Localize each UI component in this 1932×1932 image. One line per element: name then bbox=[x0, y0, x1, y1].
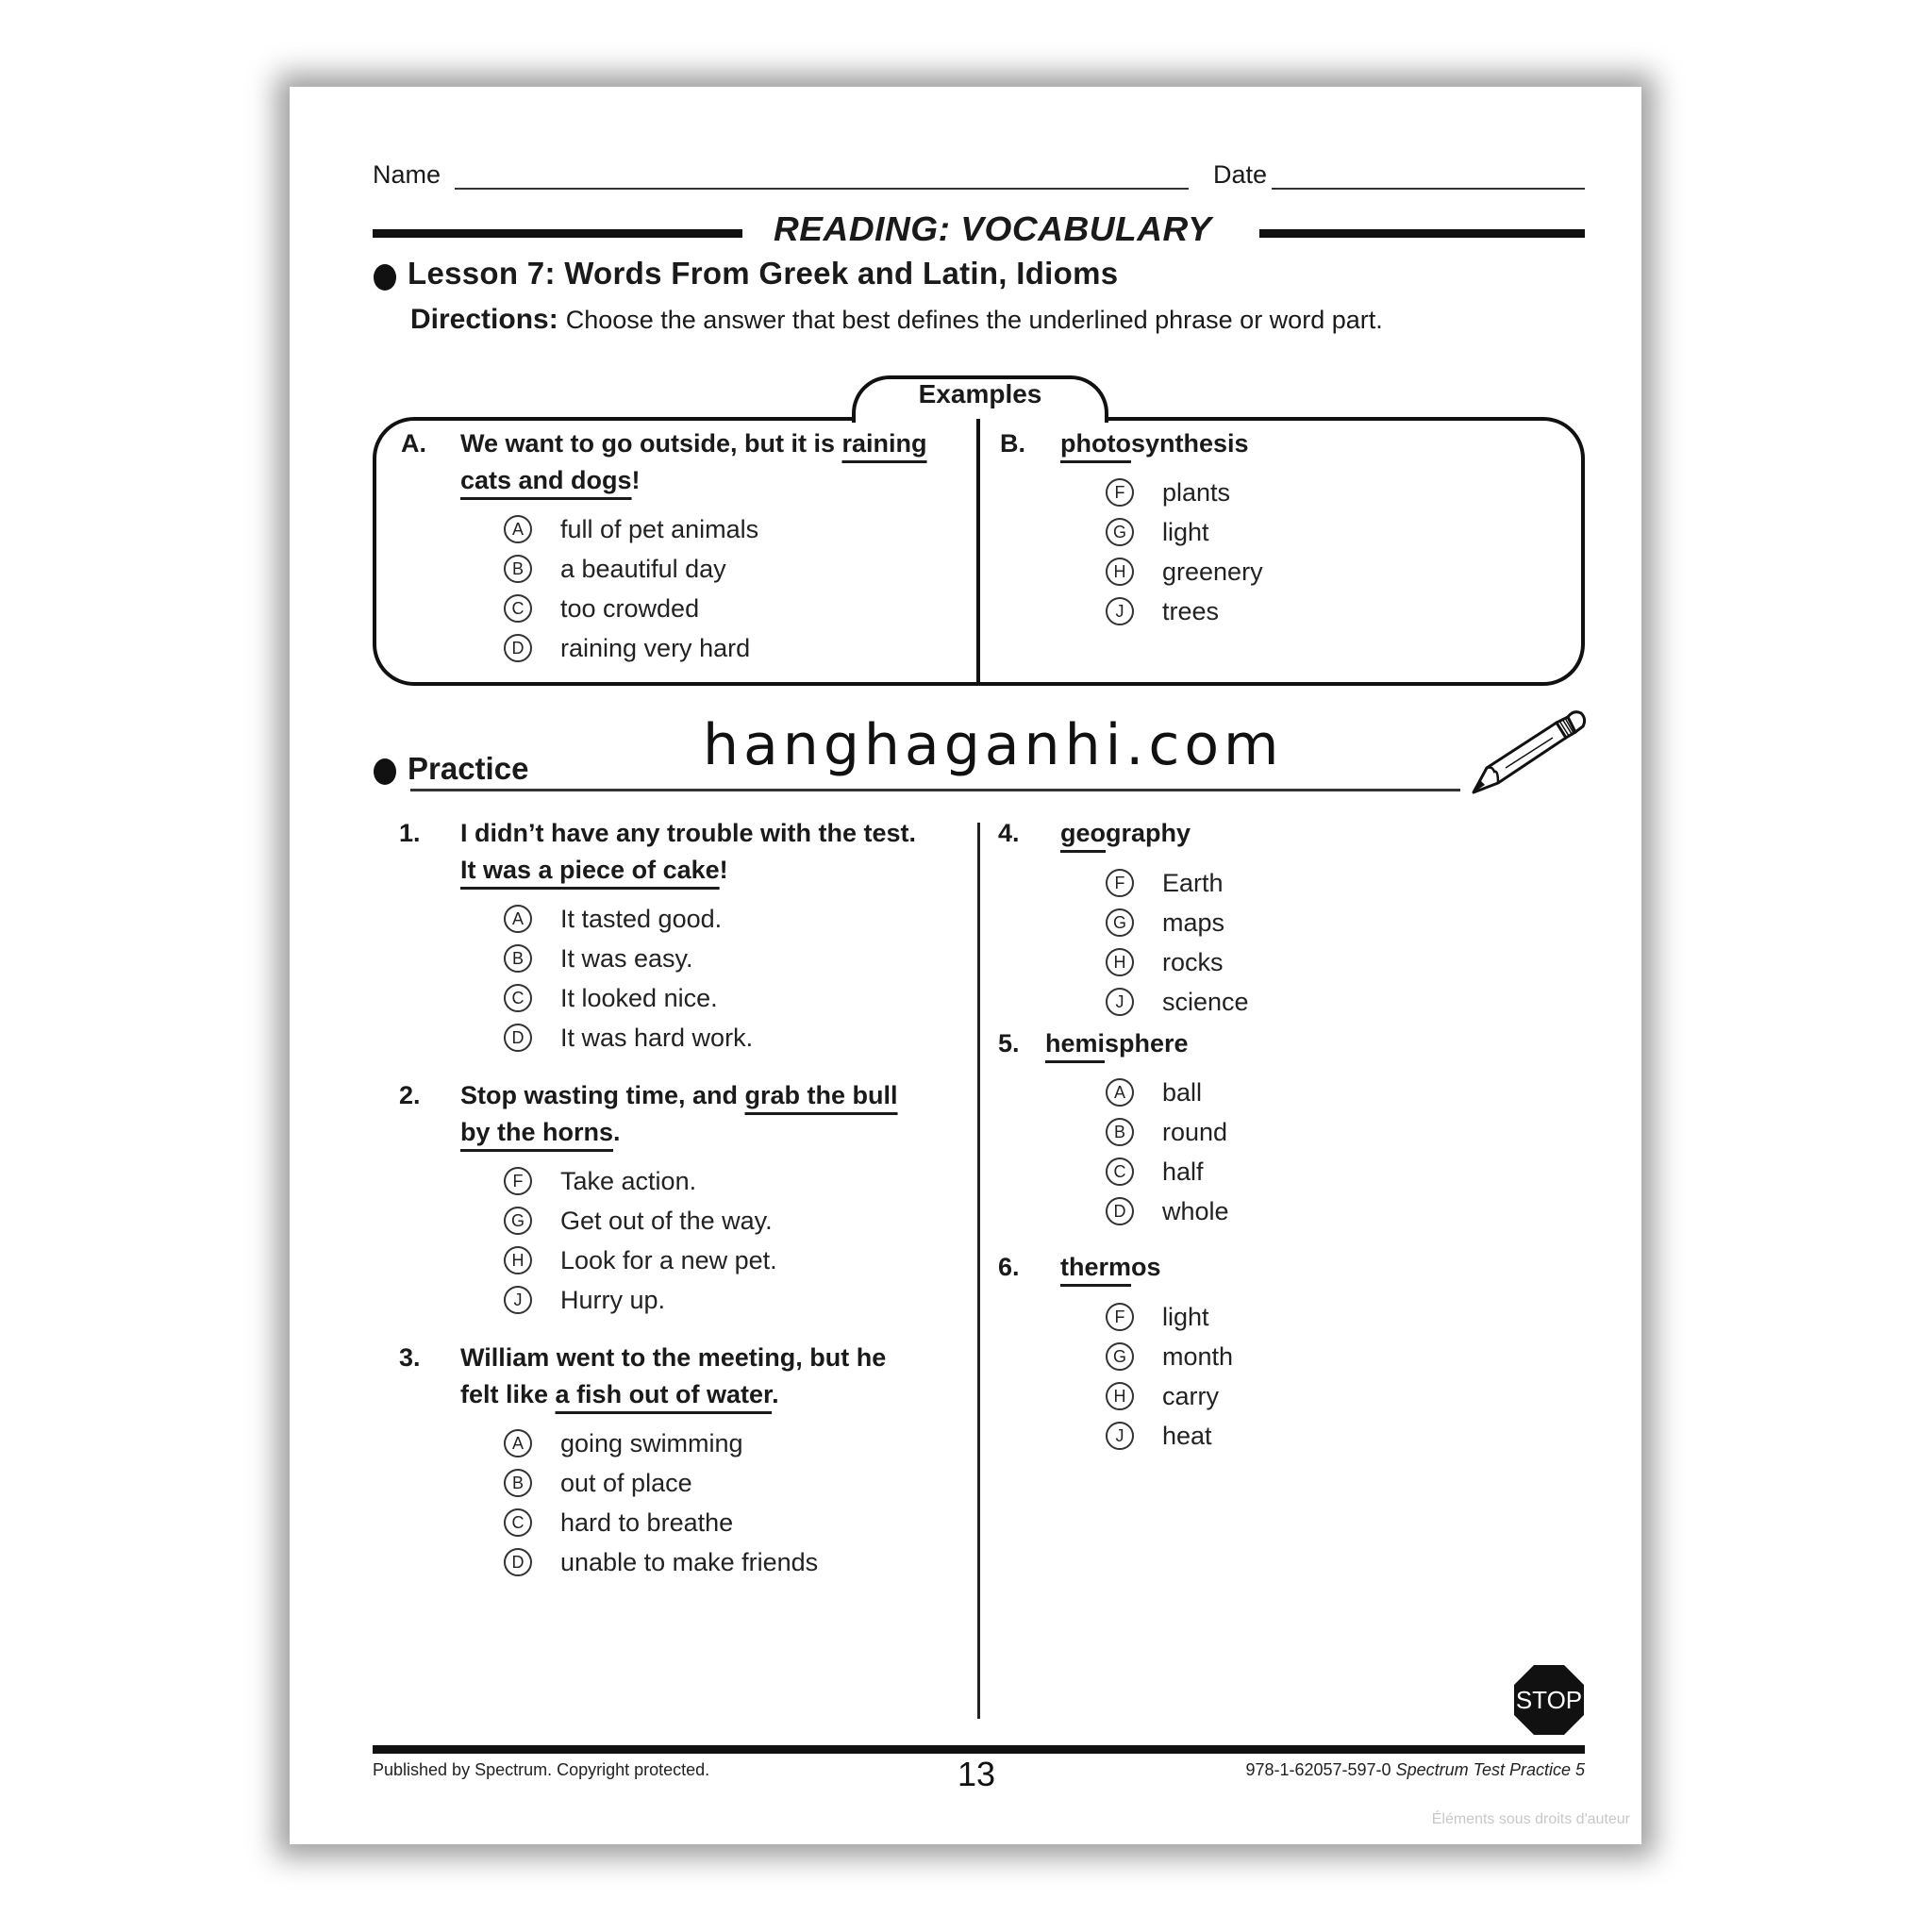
question-3-line1: William went to the meeting, but he bbox=[460, 1343, 887, 1372]
choice-text: It looked nice. bbox=[560, 983, 718, 1012]
bullet-icon bbox=[374, 264, 396, 291]
question-3-number: 3. bbox=[399, 1343, 421, 1372]
section-title: READING: VOCABULARY bbox=[774, 209, 1212, 248]
pencil-icon bbox=[1470, 709, 1588, 796]
question-2-underlined-1: grab the bull bbox=[744, 1081, 898, 1109]
answer-bubble[interactable]: H bbox=[1106, 558, 1134, 586]
question-1-underlined: It was a piece of cake bbox=[460, 856, 720, 884]
choice-text: going swimming bbox=[560, 1428, 743, 1457]
answer-bubble[interactable]: A bbox=[504, 515, 532, 543]
choice-text: plants bbox=[1162, 477, 1231, 507]
answer-bubble[interactable]: G bbox=[504, 1207, 532, 1235]
choice[interactable] bbox=[504, 1424, 818, 1463]
question-4-rest: graphy bbox=[1106, 819, 1191, 847]
choice[interactable] bbox=[504, 1463, 818, 1503]
answer-bubble[interactable]: G bbox=[1106, 1342, 1134, 1371]
choice[interactable] bbox=[504, 899, 753, 939]
choice-text: unable to make friends bbox=[560, 1547, 819, 1576]
stop-sign-icon bbox=[1513, 1664, 1585, 1736]
question-1-number: 1. bbox=[399, 819, 421, 847]
question-3-choices bbox=[504, 1424, 818, 1582]
answer-bubble[interactable]: C bbox=[1106, 1158, 1134, 1186]
choice[interactable] bbox=[504, 1280, 777, 1320]
question-5-rest: sphere bbox=[1105, 1029, 1189, 1058]
choice[interactable] bbox=[1106, 1112, 1229, 1152]
example-a-text: We want to go outside, but it is bbox=[460, 429, 842, 458]
choice-text: month bbox=[1162, 1341, 1234, 1371]
worksheet-page bbox=[290, 87, 1641, 1844]
directions-label: Directions: bbox=[410, 304, 558, 335]
practice-heading: Practice bbox=[408, 751, 529, 786]
answer-bubble[interactable]: C bbox=[504, 1508, 532, 1537]
column-divider bbox=[977, 823, 980, 1719]
question-2-underlined-2: by the horns bbox=[460, 1118, 614, 1146]
question-1-text bbox=[460, 815, 970, 889]
choice[interactable] bbox=[1106, 512, 1263, 552]
choice-text: full of pet animals bbox=[560, 514, 759, 543]
answer-bubble[interactable]: J bbox=[504, 1286, 532, 1314]
choice[interactable] bbox=[1106, 591, 1263, 631]
choice-text: greenery bbox=[1162, 557, 1263, 586]
choice-text: half bbox=[1162, 1157, 1204, 1186]
directions-text: Choose the answer that best defines the underlined phrase or word part. bbox=[565, 306, 1383, 334]
answer-bubble[interactable]: F bbox=[1106, 869, 1134, 897]
answer-bubble[interactable]: F bbox=[1106, 478, 1134, 507]
answer-bubble[interactable]: B bbox=[504, 944, 532, 973]
question-5-word bbox=[1045, 1025, 1189, 1062]
answer-bubble[interactable]: B bbox=[504, 1469, 532, 1497]
choice[interactable] bbox=[504, 939, 753, 978]
question-5-underlined: hemi bbox=[1045, 1029, 1106, 1058]
choice-text: hard to breathe bbox=[560, 1507, 734, 1537]
choice-text: It tasted good. bbox=[560, 904, 723, 933]
example-b-word bbox=[1060, 425, 1249, 462]
answer-bubble[interactable]: F bbox=[1106, 1303, 1134, 1331]
question-6-choices bbox=[1106, 1297, 1233, 1456]
answer-bubble[interactable]: B bbox=[1106, 1118, 1134, 1146]
page-number: 13 bbox=[958, 1755, 996, 1793]
answer-bubble[interactable]: D bbox=[504, 1024, 532, 1052]
choice-text: science bbox=[1162, 987, 1249, 1016]
choice[interactable] bbox=[1106, 1376, 1233, 1416]
question-2-text bbox=[460, 1077, 970, 1151]
publisher-note: Published by Spectrum. Copyright protected. bbox=[373, 1760, 710, 1779]
question-3-before: felt like bbox=[460, 1380, 556, 1408]
choice[interactable] bbox=[1106, 1416, 1233, 1456]
choice[interactable] bbox=[504, 1161, 777, 1201]
choice[interactable] bbox=[1106, 1191, 1229, 1231]
choice-text: light bbox=[1162, 1302, 1209, 1331]
question-2-before: Stop wasting time, and bbox=[460, 1081, 745, 1109]
footer-rule bbox=[373, 1745, 1585, 1754]
question-2-number: 2. bbox=[399, 1081, 421, 1109]
choice[interactable] bbox=[504, 549, 758, 589]
choice-text: Look for a new pet. bbox=[560, 1245, 777, 1274]
question-3-text bbox=[460, 1340, 970, 1413]
choice[interactable] bbox=[504, 1018, 753, 1058]
question-2-after: . bbox=[613, 1118, 621, 1146]
choice-text: whole bbox=[1162, 1196, 1229, 1225]
book-info bbox=[1245, 1760, 1585, 1780]
question-4-underlined: geo bbox=[1060, 819, 1107, 847]
example-a-letter: A. bbox=[401, 429, 426, 458]
lesson-title: Lesson 7: Words From Greek and Latin, Idioms bbox=[408, 256, 1119, 291]
choice-text: maps bbox=[1162, 908, 1225, 937]
book-title: Spectrum Test Practice 5 bbox=[1395, 1760, 1585, 1779]
choice[interactable] bbox=[1106, 552, 1263, 591]
answer-bubble[interactable]: J bbox=[1106, 597, 1134, 625]
choice-text: Hurry up. bbox=[560, 1285, 666, 1314]
answer-bubble[interactable]: B bbox=[504, 555, 532, 583]
question-1-after: ! bbox=[719, 856, 728, 884]
question-6-word bbox=[1060, 1249, 1161, 1286]
answer-bubble[interactable]: G bbox=[1106, 908, 1134, 937]
choice-text: trees bbox=[1162, 596, 1220, 625]
choice[interactable] bbox=[504, 1241, 777, 1280]
question-5-choices bbox=[1106, 1073, 1229, 1231]
example-a-choices bbox=[504, 509, 758, 668]
choice-text: out of place bbox=[560, 1468, 692, 1497]
question-4-number: 4. bbox=[998, 819, 1020, 847]
name-input-line[interactable] bbox=[455, 188, 1189, 190]
question-4-choices bbox=[1106, 863, 1249, 1022]
section-rule-right bbox=[1259, 229, 1585, 238]
example-a-after: ! bbox=[631, 466, 641, 494]
choice-text: Get out of the way. bbox=[560, 1206, 773, 1235]
examples-tab-label: Examples bbox=[918, 379, 1042, 408]
question-1-line1: I didn’t have any trouble with the test. bbox=[460, 819, 917, 847]
choice-text: It was hard work. bbox=[560, 1023, 754, 1052]
choice[interactable] bbox=[1106, 1337, 1233, 1376]
choice-text: Earth bbox=[1162, 868, 1224, 897]
choice[interactable] bbox=[504, 1503, 818, 1542]
choice-text: It was easy. bbox=[560, 943, 693, 973]
choice[interactable] bbox=[504, 589, 758, 628]
answer-bubble[interactable]: D bbox=[504, 634, 532, 662]
choice[interactable] bbox=[1106, 1073, 1229, 1112]
choice-text: ball bbox=[1162, 1077, 1203, 1107]
question-1-choices bbox=[504, 899, 753, 1058]
choice[interactable] bbox=[504, 978, 753, 1018]
example-a-question bbox=[460, 425, 970, 499]
answer-bubble[interactable]: C bbox=[504, 594, 532, 623]
answer-bubble[interactable]: H bbox=[1106, 1382, 1134, 1410]
question-5-number: 5. bbox=[998, 1029, 1020, 1058]
stop-sign-label: STOP bbox=[1515, 1686, 1583, 1714]
answer-bubble[interactable]: D bbox=[1106, 1197, 1134, 1225]
answer-bubble[interactable]: J bbox=[1106, 1422, 1134, 1450]
example-a-underlined-1: raining bbox=[841, 429, 927, 458]
choice-text: light bbox=[1162, 517, 1209, 546]
choice-text: a beautiful day bbox=[560, 554, 726, 583]
answer-bubble[interactable]: H bbox=[504, 1246, 532, 1274]
answer-bubble[interactable]: A bbox=[504, 1429, 532, 1457]
example-b-rest: synthesis bbox=[1130, 429, 1249, 458]
question-4-word bbox=[1060, 815, 1191, 852]
answer-bubble[interactable]: F bbox=[504, 1167, 532, 1195]
answer-bubble[interactable]: A bbox=[504, 905, 532, 933]
choice[interactable] bbox=[504, 628, 758, 668]
answer-bubble[interactable]: G bbox=[1106, 518, 1134, 546]
choice-text: carry bbox=[1162, 1381, 1219, 1410]
example-b-underlined: photo bbox=[1060, 429, 1131, 458]
answer-bubble[interactable]: H bbox=[1106, 948, 1134, 976]
choice[interactable] bbox=[504, 509, 758, 549]
choice-text: raining very hard bbox=[560, 633, 751, 662]
choice[interactable] bbox=[504, 1542, 818, 1582]
choice[interactable] bbox=[1106, 942, 1249, 982]
example-a-underlined-2: cats and dogs bbox=[460, 466, 632, 494]
choice[interactable] bbox=[1106, 1152, 1229, 1191]
question-6-underlined: therm bbox=[1060, 1253, 1132, 1281]
date-input-line[interactable] bbox=[1272, 188, 1585, 190]
directions bbox=[410, 304, 1383, 336]
example-b-choices bbox=[1106, 473, 1263, 631]
choice-text: Take action. bbox=[560, 1166, 697, 1195]
question-3-after: . bbox=[772, 1380, 779, 1408]
answer-bubble[interactable]: J bbox=[1106, 988, 1134, 1016]
question-3-underlined: a fish out of water bbox=[555, 1380, 773, 1408]
practice-rule bbox=[410, 789, 1460, 791]
choice-text: round bbox=[1162, 1117, 1228, 1146]
copyright-note: Éléments sous droits d'auteur bbox=[1431, 1811, 1630, 1827]
choice[interactable] bbox=[1106, 903, 1249, 942]
choice[interactable] bbox=[1106, 863, 1249, 903]
choice[interactable] bbox=[1106, 982, 1249, 1022]
answer-bubble[interactable]: C bbox=[504, 984, 532, 1012]
choice-text: rocks bbox=[1162, 947, 1224, 976]
isbn: 978-1-62057-597-0 bbox=[1245, 1760, 1391, 1779]
question-2-choices bbox=[504, 1161, 777, 1320]
date-label: Date bbox=[1213, 160, 1268, 189]
bullet-icon bbox=[374, 758, 396, 785]
answer-bubble[interactable]: A bbox=[1106, 1078, 1134, 1107]
choice[interactable] bbox=[504, 1201, 777, 1241]
choice-text: heat bbox=[1162, 1421, 1212, 1450]
example-b-letter: B. bbox=[1000, 429, 1025, 458]
watermark: hanghaganhi.com bbox=[703, 712, 1284, 778]
examples-divider bbox=[976, 419, 980, 684]
answer-bubble[interactable]: D bbox=[504, 1548, 532, 1576]
question-6-rest: os bbox=[1131, 1253, 1161, 1281]
name-label: Name bbox=[373, 160, 441, 189]
question-6-number: 6. bbox=[998, 1253, 1020, 1281]
choice[interactable] bbox=[1106, 1297, 1233, 1337]
section-rule-left bbox=[373, 229, 742, 238]
choice-text: too crowded bbox=[560, 593, 700, 623]
choice[interactable] bbox=[1106, 473, 1263, 512]
